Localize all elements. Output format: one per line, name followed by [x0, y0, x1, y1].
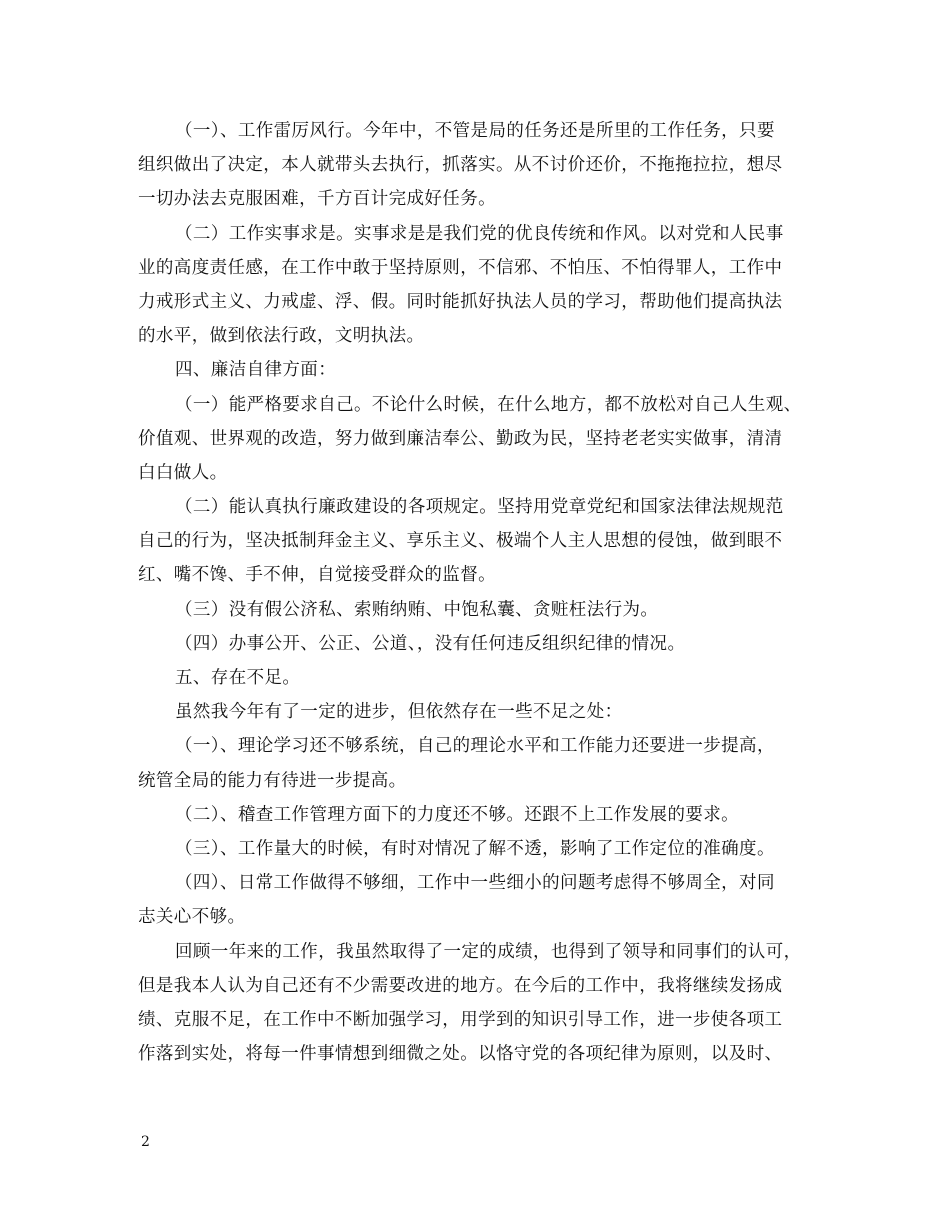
text-line: （二）、稽查工作管理方面下的力度还不够。还跟不上工作发展的要求。 [175, 804, 740, 825]
text-line: （二）工作实事求是。实事求是是我们党的优良传统和作风。以对党和人民事 [175, 223, 784, 244]
text-line: 统管全局的能力有待进一步提高。 [138, 770, 407, 791]
text-line: 一切办法去克服困难，千方百计完成好任务。 [138, 189, 496, 210]
text-line: 白白做人。 [138, 462, 228, 483]
text-line: （三）、工作量大的时候，有时对情况了解不透，影响了工作定位的准确度。 [175, 838, 775, 859]
text-line: 价值观、世界观的改造，努力做到廉洁奉公、勤政为民，坚持老老实实做事，清清 [138, 428, 783, 449]
page-number: 2 [141, 1134, 150, 1150]
text-line: 力戒形式主义、力戒虚、浮、假。同时能抓好执法人员的学习，帮助他们提高执法 [138, 291, 783, 312]
text-line: （三）没有假公济私、索贿纳贿、中饱私囊、贪赃枉法行为。 [175, 599, 659, 620]
text-line: 绩、克服不足，在工作中不断加强学习，用学到的知识引导工作，进一步使各项工 [138, 1009, 783, 1030]
text-line: 红、嘴不馋、手不伸，自觉接受群众的监督。 [138, 565, 496, 586]
text-line: 志关心不够。 [138, 907, 246, 928]
text-line: 四、廉洁自律方面： [175, 360, 337, 381]
text-line: 回顾一年来的工作，我虽然取得了一定的成绩，也得到了领导和同事们的认可， [175, 941, 802, 962]
text-line: 虽然我今年有了一定的进步，但依然存在一些不足之处： [175, 702, 623, 723]
text-line: （一）、理论学习还不够系统，自己的理论水平和工作能力还要进一步提高， [175, 736, 775, 757]
text-line: 自己的行为，坚决抵制拜金主义、享乐主义、极端个人主人思想的侵蚀，做到眼不 [138, 531, 783, 552]
text-line: 的水平，做到依法行政，文明执法。 [138, 326, 425, 347]
text-line: 业的高度责任感，在工作中敢于坚持原则，不信邪、不怕压、不怕得罪人，工作中 [138, 257, 783, 278]
text-line: （二）能认真执行廉政建设的各项规定。坚持用党章党纪和国家法律法规规范 [175, 497, 784, 518]
text-line: （四）办事公开、公正、公道、，没有任何违反组织纪律的情况。 [175, 633, 686, 654]
text-line: 组织做出了决定，本人就带头去执行，抓落实。从不讨价还价，不拖拖拉拉，想尽 [138, 155, 783, 176]
document-body [138, 114, 814, 1071]
text-line: （一）能严格要求自己。不论什么时候，在什么地方，都不放松对自己人生观、 [175, 394, 802, 415]
text-line: 但是我本人认为自己还有不少需要改进的地方。在今后的工作中，我将继续发扬成 [138, 975, 783, 996]
text-line: 五、存在不足。 [175, 668, 301, 688]
text-line: （一）、工作雷厉风行。今年中，不管是局的任务还是所里的工作任务，只要 [175, 121, 775, 141]
text-line: （四）、日常工作做得不够细，工作中一些细小的问题考虑得不够周全，对同 [175, 873, 775, 894]
text-line: 作落到实处，将每一件事情想到细微之处。以恪守党的各项纪律为原则，以及时、 [138, 1044, 783, 1065]
